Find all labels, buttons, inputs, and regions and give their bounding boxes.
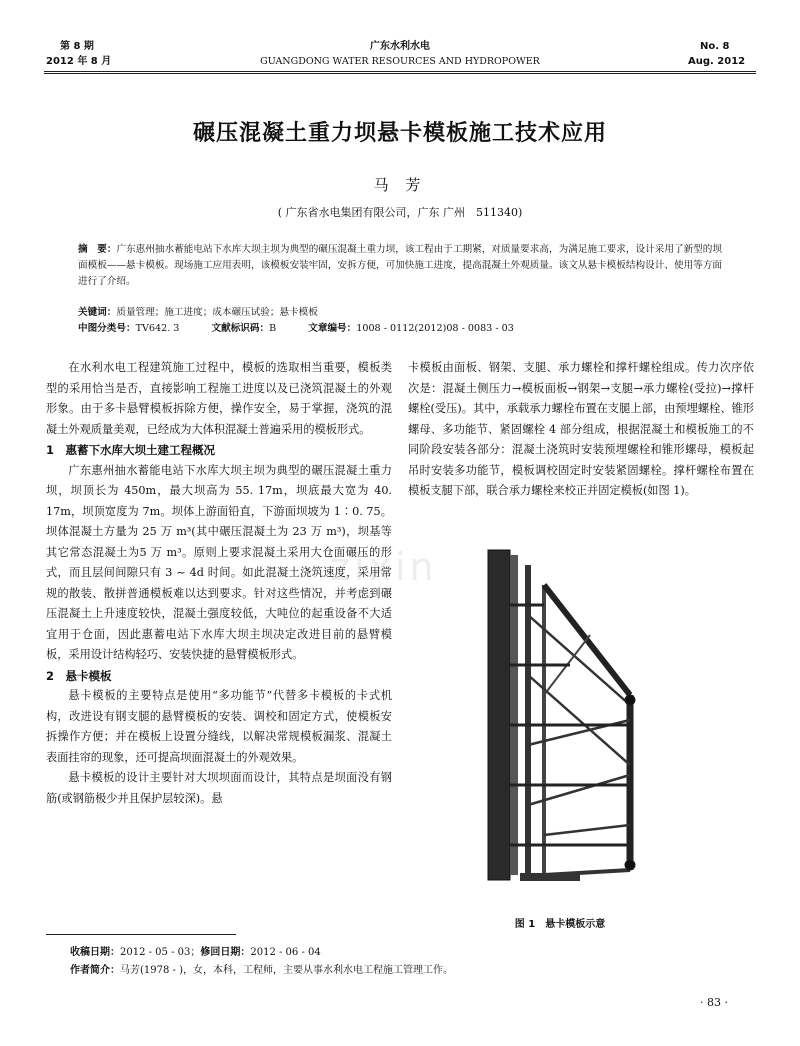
section-2-heading: 2 悬卡模板 bbox=[46, 668, 112, 683]
clc-value: TV642. 3 bbox=[135, 323, 180, 334]
abstract bbox=[78, 242, 722, 290]
revised-value: 2012 - 06 - 04 bbox=[250, 947, 321, 958]
frame-base bbox=[520, 873, 580, 881]
bearing-bolt bbox=[625, 695, 635, 705]
header-journal-en: GUANGDONG WATER RESOURCES AND HYDROPOWER bbox=[260, 56, 540, 67]
received-label: 收稿日期： bbox=[70, 947, 120, 958]
keywords-label: 关键词： bbox=[78, 307, 117, 318]
article-no-label: 文章编号： bbox=[308, 323, 357, 334]
page-number: · 83 · bbox=[700, 996, 728, 1009]
author-bio-value: 马芳(1978 - )，女，本科，工程师，主要从事水利水电工程施工管理工作。 bbox=[120, 965, 453, 976]
header-issue-cn: 第 8 期 bbox=[60, 41, 94, 52]
right-column-paragraph: 卡模板由面板、钢架、支腿、承力螺栓和撑杆螺栓组成。传力次序依次是：混凝土侧压力→模板面板→钢架→支腿→承力螺栓(受拉)→撑杆螺栓(受压)。其中，承载承力螺栓布置在支腿上部，由预埋螺栓、锥形螺母、多功能节、紧固螺栓 4 部分组成，根据混凝土和模板施工的不同阶段安装各部分：混凝土浇筑时安装预埋螺栓和锥形螺母，模板起吊时安装多功能节，模板调校固定时安装紧固螺栓。撑杆螺栓布置在模板支腿下部，联合承力螺栓来校正并固定模板(如图 1)。 bbox=[408, 361, 754, 497]
figure-1-caption: 图 1 悬卡模板示意 bbox=[514, 919, 606, 930]
header-journal-cn: 广东水利水电 bbox=[370, 41, 430, 52]
watermark: zixin bbox=[330, 545, 438, 589]
article-title: 碾压混凝土重力坝悬卡模板施工技术应用 bbox=[192, 121, 607, 146]
keywords-text: 质量管理；施工进度；成本碾压试验；悬卡模板 bbox=[116, 307, 318, 318]
received-dates bbox=[70, 944, 321, 961]
section-2-paragraph-1: 悬卡模板的主要特点是使用“多功能节”代替多卡模板的卡式机构，改进设有钢支腿的悬臂模板的安装、调校和固定方式，使模板安拆操作方便；并在模板上设置分缝线，以解决常规模板漏浆、混凝土表面挂帘的现象，还可提高坝面混凝土的外观效果。 bbox=[46, 689, 392, 764]
doc-code-value: B bbox=[269, 323, 277, 334]
header-issue-en: No. 8 bbox=[700, 41, 730, 52]
author-affiliation: ( 广东省水电集团有限公司，广东 广州 511340) bbox=[277, 206, 523, 219]
article-no-value: 1008 - 0112(2012)08 - 0083 - 03 bbox=[356, 323, 514, 334]
header-date-en: Aug. 2012 bbox=[688, 56, 746, 67]
formwork-steel-frame-edge bbox=[510, 555, 518, 875]
abstract-label: 摘 要： bbox=[78, 244, 117, 255]
header-date-cn: 2012 年 8 月 bbox=[46, 56, 112, 67]
footnote-rule bbox=[46, 934, 236, 935]
header-rule bbox=[44, 71, 756, 72]
section-2-paragraph-2: 悬卡模板的设计主要针对大坝坝面而设计，其特点是坝面没有钢筋(或钢筋极少并且保护层较深)。悬 bbox=[46, 771, 392, 805]
received-value: 2012 - 05 - 03； bbox=[120, 947, 201, 958]
formwork-face-panel bbox=[488, 550, 510, 880]
figure-1-formwork-diagram bbox=[480, 545, 650, 895]
strut-bolt bbox=[625, 860, 635, 870]
keywords bbox=[78, 305, 318, 321]
author-bio bbox=[70, 962, 453, 979]
left-column bbox=[46, 358, 392, 809]
intro-paragraph: 在水利水电工程建筑施工过程中，模板的选取相当重要，模板类型的采用恰当是否，直接影响工程施工进度以及已浇筑混凝土的外观形象。由于多卡悬臂模板拆除方便，操作安全，易于掌握，浇筑的混凝土外观质量美观，已经成为大体积混凝土普遍采用的模板形式。 bbox=[46, 361, 392, 436]
abstract-text: 广东惠州抽水蓄能电站下水库大坝主坝为典型的碾压混凝土重力坝，该工程由于工期紧，对质量要求高，为满足施工要求，设计采用了新型的坝面模板——悬卡模板。现场施工应用表明，该模板安装牢固，安拆方便，可加快施工进度，提高混凝土外观质量。该文从悬卡模板结构设计、使用等方面进行了介绍。 bbox=[78, 244, 723, 287]
revised-label: 修回日期： bbox=[200, 947, 251, 958]
section-1-heading: 1 惠蓄下水库大坝土建工程概况 bbox=[46, 443, 215, 457]
header-rule-2 bbox=[44, 73, 756, 74]
section-1-paragraph: 广东惠州抽水蓄能电站下水库大坝主坝为典型的碾压混凝土重力坝，坝顶长为 450m，最大坝高为 55. 17m，坝底最大宽为 40. 17m，坝顶宽度为 7m。坝体上游面铅直，下游面坝坡为 1∶0. 75。坝体混凝土方量为 25 万 m³(其中碾压混凝土为 23 万 m³)，坝基等其它常态混凝土为5 万 m³。原则上要求混凝土采用大仓面碾压的形式，而且层间间隙只有 3 ~ 4d 时间。如此混凝土浇筑速度，采用常规的散装、散拼普通模板难以达到要求。针对这些情况，并考虑到碾压混凝土上升速度较快，混凝土强度较低，大吨位的起重设备不大适宜用于仓面，因此惠蓄电站下水库大坝主坝决定改进目前的悬臂模板，采用设计结构轻巧、安装快捷的悬臂模板形式。 bbox=[46, 463, 392, 661]
right-column bbox=[408, 358, 754, 502]
author-bio-label: 作者简介： bbox=[70, 965, 120, 976]
clc-label: 中图分类号： bbox=[78, 323, 136, 334]
brace-6 bbox=[544, 825, 630, 835]
doc-code-label: 文献标识码： bbox=[211, 323, 270, 334]
article-author: 马 芳 bbox=[373, 176, 427, 194]
classification-line bbox=[78, 321, 514, 337]
